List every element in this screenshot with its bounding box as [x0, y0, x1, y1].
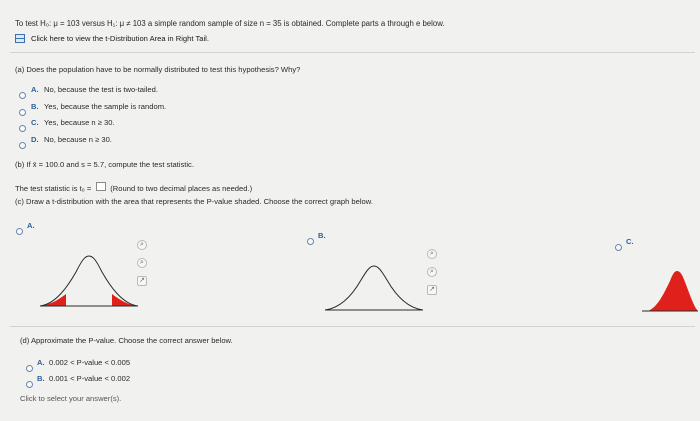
- external-link-icon[interactable]: ↗: [427, 285, 437, 295]
- radio-button[interactable]: [19, 109, 26, 116]
- part-a-option-d[interactable]: D. No, because n ≥ 30.: [19, 136, 26, 154]
- zoom-in-icon[interactable]: ⌕: [427, 249, 437, 259]
- part-c-option-a[interactable]: A.: [16, 222, 23, 240]
- part-a-option-c[interactable]: C. Yes, because n ≥ 30.: [19, 119, 26, 137]
- radio-button[interactable]: [26, 381, 33, 388]
- select-answer-hint: Click to select your answer(s).: [20, 394, 122, 403]
- radio-button[interactable]: [26, 365, 33, 372]
- graph-c-shaded-center: [640, 265, 698, 315]
- shaded-area: [648, 271, 698, 311]
- part-a-option-b[interactable]: B. Yes, because the sample is random.: [19, 103, 26, 121]
- radio-button[interactable]: [19, 92, 26, 99]
- test-statistic-input[interactable]: [96, 182, 106, 191]
- zoom-out-icon[interactable]: ⌕: [137, 258, 147, 268]
- test-statistic-row: The test statistic is t₀ = (Round to two decimal places as needed.): [15, 184, 253, 193]
- radio-button[interactable]: [615, 244, 622, 251]
- radio-button[interactable]: [307, 238, 314, 245]
- part-c-option-c[interactable]: C.: [615, 238, 622, 256]
- graph-a-two-tailed: [38, 250, 142, 310]
- table-icon[interactable]: [15, 34, 26, 44]
- divider: [10, 52, 695, 53]
- part-d-option-b[interactable]: B. 0.001 < P-value < 0.002: [26, 375, 33, 393]
- zoom-in-icon[interactable]: ⌕: [137, 240, 147, 250]
- part-d-question: (d) Approximate the P-value. Choose the correct answer below.: [20, 336, 233, 345]
- radio-button[interactable]: [19, 142, 26, 149]
- graph-b-unshaded: [323, 262, 427, 314]
- problem-statement: To test H₀: μ = 103 versus H₁: μ ≠ 103 a simple random sample of size n = 35 is obtained. Complete parts a through e below.: [15, 19, 445, 28]
- zoom-out-icon[interactable]: ⌕: [427, 267, 437, 277]
- part-b-question: (b) If x̄ = 100.0 and s = 5.7, compute the test statistic.: [15, 160, 194, 169]
- t-curve: [325, 266, 423, 310]
- external-link-icon[interactable]: ↗: [137, 276, 147, 286]
- t-curve: [40, 256, 138, 306]
- part-c-question: (c) Draw a t-distribution with the area that represents the P-value shaded. Choose the correct graph below.: [15, 197, 373, 206]
- radio-button[interactable]: [19, 125, 26, 132]
- divider: [10, 326, 695, 327]
- t-distribution-table-link[interactable]: Click here to view the t-Distribution Area in Right Tail.: [31, 34, 209, 43]
- part-a-question: (a) Does the population have to be normally distributed to test this hypothesis? Why?: [15, 65, 301, 74]
- part-c-option-b[interactable]: B.: [307, 232, 314, 250]
- part-a-option-a[interactable]: A. No, because the test is two-tailed.: [19, 86, 26, 104]
- part-d-option-a[interactable]: A. 0.002 < P-value < 0.005: [26, 359, 33, 377]
- radio-button[interactable]: [16, 228, 23, 235]
